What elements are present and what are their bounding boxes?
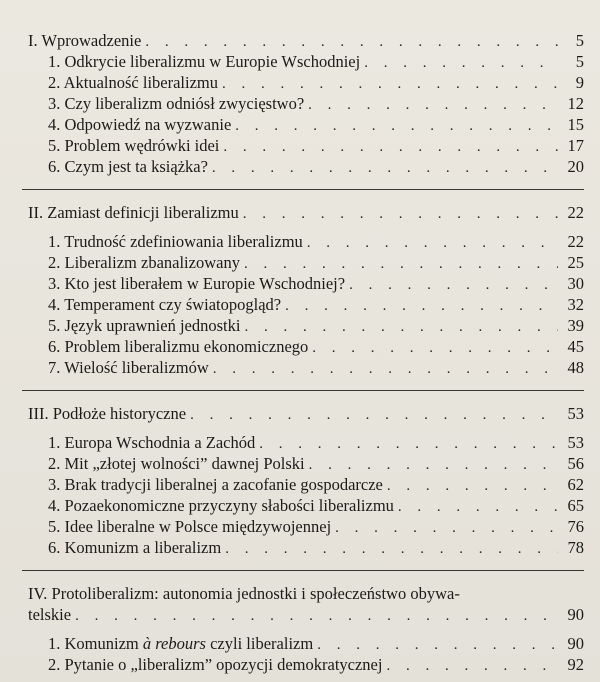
entry-label-italic: à rebours [142,634,206,653]
leader-dots [387,476,558,497]
page-number: 20 [567,157,584,176]
page-number: 22 [567,203,584,222]
leader-dots [386,656,558,677]
leader-dots [75,606,558,627]
leader-dots [223,137,558,158]
leader-dots [307,233,558,254]
page-number: 5 [575,31,584,50]
page-number: 53 [567,404,584,423]
entry-label: 5. Język uprawnień jednostki [48,316,241,335]
leader-dots [308,95,558,116]
entry-label [48,633,313,654]
page-number: 53 [567,433,584,452]
chapter-4 [22,583,584,675]
page-number: 48 [567,358,584,377]
leader-dots [213,359,558,380]
page-number: 56 [567,454,584,473]
leader-dots [364,53,558,74]
page-number: 12 [567,94,584,113]
page-number: 17 [567,136,584,155]
entry-label: 6. Komunizm a liberalizm [48,538,222,557]
leader-dots [225,539,558,560]
toc-entry [22,336,584,357]
page-number: 25 [567,253,584,272]
leader-dots [285,296,558,317]
toc-entry [22,453,584,474]
toc-entry [22,432,584,453]
chapter-4-heading [22,604,584,625]
chapter-title: I. Wprowadzenie [28,31,142,50]
toc-entry [22,114,584,135]
page-number: 78 [567,538,584,557]
toc-entry [22,537,584,558]
section-divider [22,570,584,571]
entry-label: 2. Pytanie o „liberalizm” opozycji demokratycznej [48,655,383,674]
entry-label-pre: 1. Komunizm [48,634,143,653]
page-number: 90 [567,605,584,624]
toc-entry [22,516,584,537]
entry-label: 3. Brak tradycji liberalnej a zacofanie gospodarcze [48,475,383,494]
entry-label: 2. Aktualność liberalizmu [48,73,219,92]
entry-label: 7. Wielość liberalizmów [48,358,209,377]
entry-label: 5. Problem wędrówki idei [48,136,220,155]
entry-label: 2. Mit „złotej wolności” dawnej Polski [48,454,305,473]
entry-label: 3. Kto jest liberałem w Europie Wschodniej? [48,274,346,293]
page-number: 39 [567,316,584,335]
entry-label: 3. Czy liberalizm odniósł zwycięstwo? [48,94,305,113]
chapter-title: II. Zamiast definicji liberalizmu [28,203,239,222]
page-number: 32 [567,295,584,314]
leader-dots [243,204,558,225]
leader-dots [309,455,558,476]
page-number: 45 [567,337,584,356]
page-number: 76 [567,517,584,536]
table-of-contents [22,30,584,675]
toc-entry [22,72,584,93]
toc-entry [22,156,584,177]
leader-dots [398,497,558,518]
entry-label: 4. Pozaekonomiczne przyczyny słabości liberalizmu [48,496,394,515]
entry-label: 6. Problem liberalizmu ekonomicznego [48,337,309,356]
section-divider [22,390,584,391]
page-number: 9 [575,73,584,92]
leader-dots [312,338,558,359]
chapter-3 [22,403,584,558]
page-number: 22 [567,232,584,251]
chapter-2 [22,202,584,378]
leader-dots [335,518,558,539]
leader-dots [244,254,558,275]
entry-label: 2. Liberalizm zbanalizowany [48,253,240,272]
page-number: 5 [575,52,584,71]
toc-entry [22,495,584,516]
toc-entry [22,654,584,675]
chapter-title-line-2: telskie [28,605,72,624]
toc-entry [22,474,584,495]
entry-label: 1. Trudność zdefiniowania liberalizmu [48,232,303,251]
leader-dots [244,317,558,338]
toc-entry [22,51,584,72]
chapter-title: III. Podłoże historyczne [28,404,187,423]
page-number: 30 [567,274,584,293]
toc-entry [22,633,584,654]
entry-label: 6. Czym jest ta książka? [48,157,208,176]
toc-entry [22,252,584,273]
leader-dots [145,32,558,53]
chapter-title-line-1: IV. Protoliberalizm: autonomia jednostki i społeczeństwo obywa- [28,584,460,603]
leader-dots [349,275,558,296]
leader-dots [212,158,558,179]
page-number: 65 [567,496,584,515]
section-divider [22,189,584,190]
entry-label: 4. Temperament czy światopogląd? [48,295,282,314]
leader-dots [235,116,558,137]
page-number: 90 [567,634,584,653]
toc-entry [22,315,584,336]
chapter-2-heading [22,202,584,223]
toc-entry [22,93,584,114]
toc-entry [22,231,584,252]
toc-entry [22,135,584,156]
leader-dots [190,405,558,426]
leader-dots [259,434,558,455]
chapter-1-heading [22,30,584,51]
entry-label: 5. Idee liberalne w Polsce międzywojennej [48,517,332,536]
page-number: 92 [567,655,584,674]
entry-label: 1. Odkrycie liberalizmu w Europie Wschodniej [48,52,361,71]
chapter-3-heading [22,403,584,424]
toc-entry [22,294,584,315]
entry-label: 4. Odpowiedź na wyzwanie [48,115,232,134]
toc-entry [22,273,584,294]
entry-label: 1. Europa Wschodnia a Zachód [48,433,256,452]
page-number: 62 [567,475,584,494]
leader-dots [222,74,558,95]
chapter-1 [22,30,584,177]
entry-label-post: czyli liberalizm [205,634,314,653]
page-number: 15 [567,115,584,134]
leader-dots [317,635,558,656]
toc-entry [22,357,584,378]
